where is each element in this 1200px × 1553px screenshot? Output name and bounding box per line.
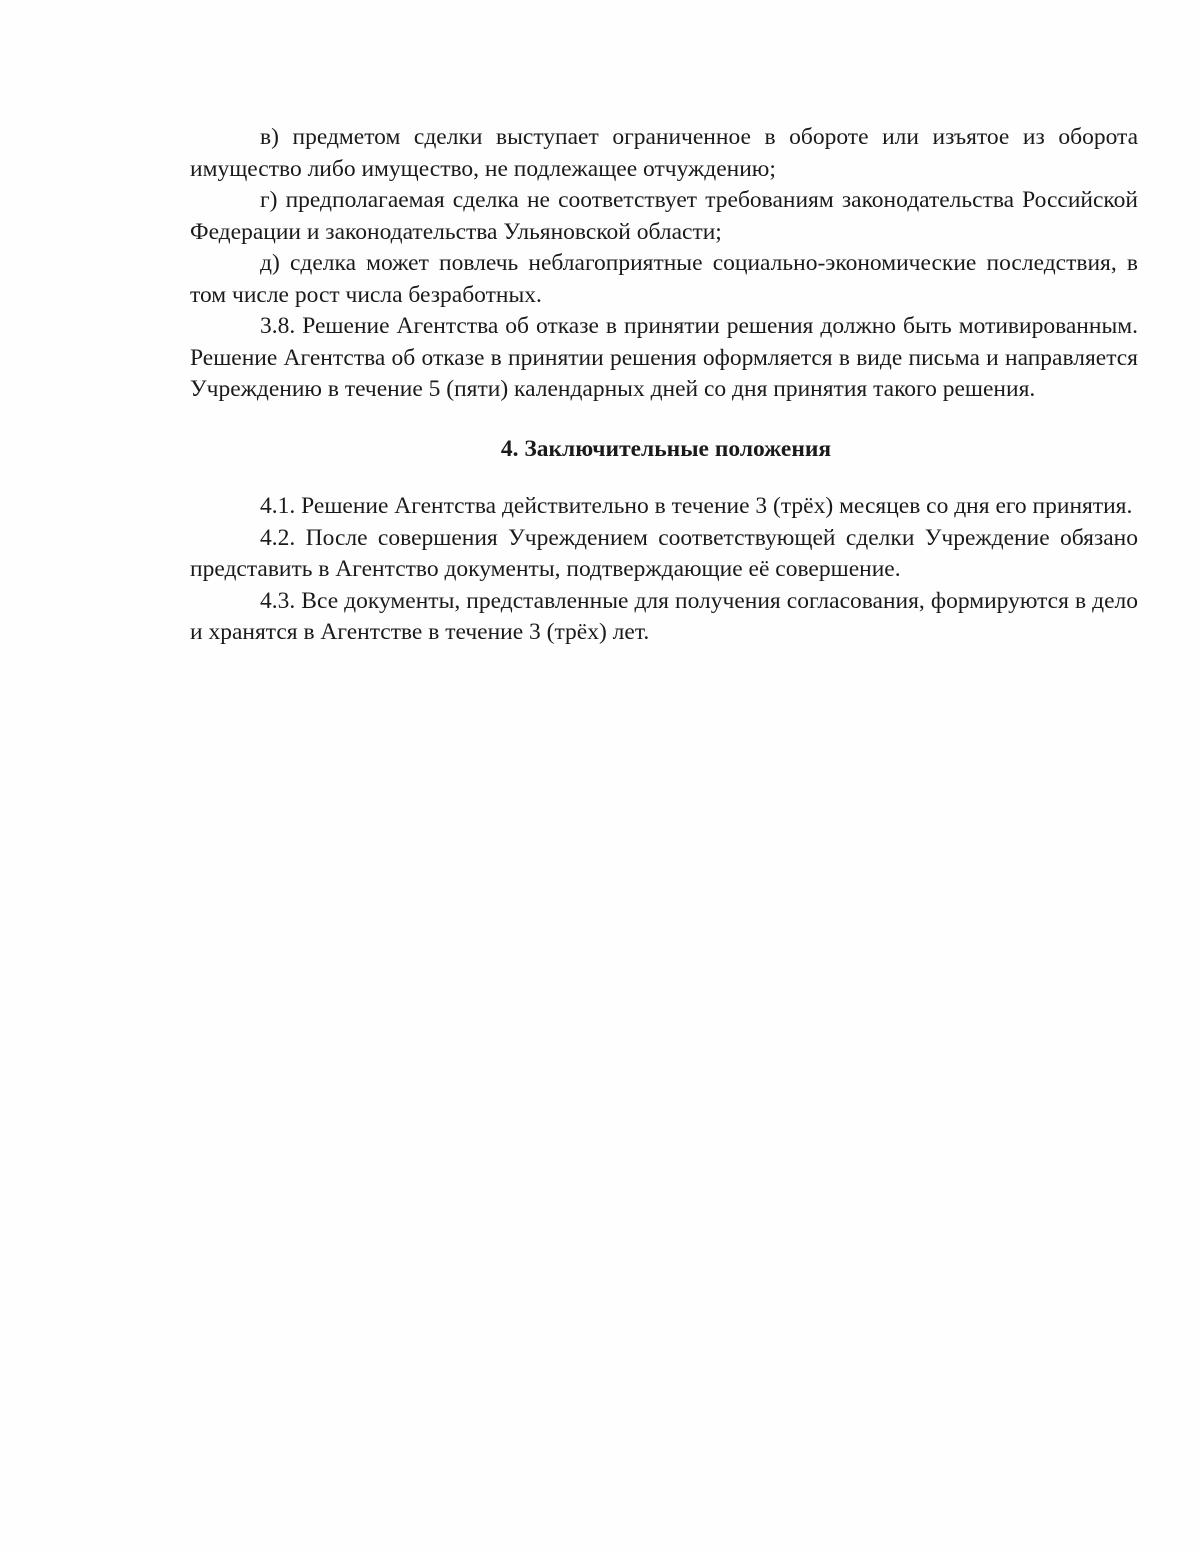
clause-3-8: 3.8. Решение Агентства об отказе в принятии решения должно быть мотивированным. Решение Агентства об отказе в принятии решения оформляется в виде письма и направляется Учреждению в течение 5 (пяти) календарных дней со дня принятия такого решения. [190,313,1138,402]
section-4-heading: 4. Заключительные положения [500,435,832,462]
clause-d: д) сделка может повлечь неблагоприятные социально-экономические последствия, в том числе рост числа безработных. [190,250,1138,308]
clause-4-1: 4.1. Решение Агентства действительно в течение 3 (трёх) месяцев со дня его принятия. [260,493,1133,519]
clause-4-3: 4.3. Все документы, представленные для получения согласования, формируются в дело и хранятся в Агентстве в течение 3 (трёх) лет. [190,587,1138,645]
clause-v: в) предметом сделки выступает ограниченное в обороте или изъятое из оборота имущество либо имущество, не подлежащее отчуждению; [190,124,1138,182]
document-body [190,122,1138,649]
clause-g: г) предполагаемая сделка не соответствует требованиям законодательства Российской Федерации и законодательства Ульяновской области; [190,187,1138,245]
clause-4-2: 4.2. После совершения Учреждением соответствующей сделки Учреждение обязано представить в Агентство документы, подтверждающие её совершение. [190,524,1138,582]
